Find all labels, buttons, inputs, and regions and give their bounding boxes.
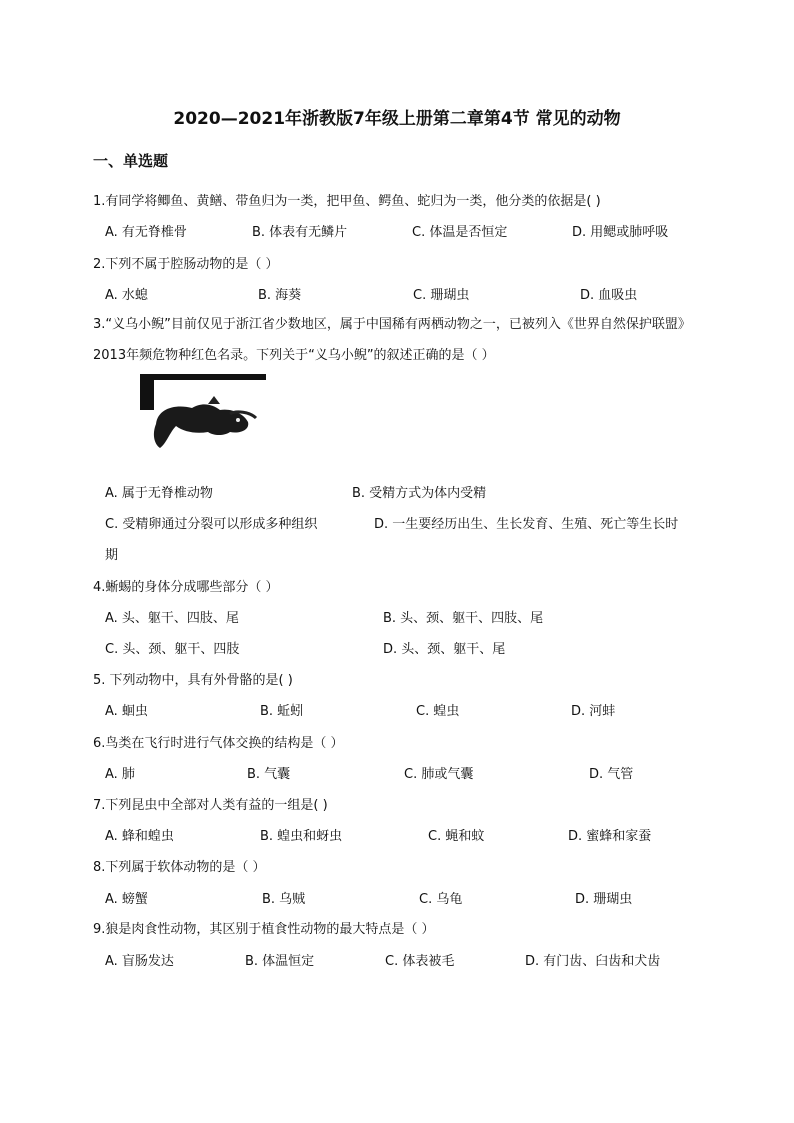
question-9-option-a[interactable]: A. 盲肠发达 xyxy=(105,954,174,969)
question-8-option-a[interactable]: A. 螃蟹 xyxy=(105,892,148,907)
question-1-option-a[interactable]: A. 有无脊椎骨 xyxy=(105,225,187,240)
question-5-option-c[interactable]: C. 蝗虫 xyxy=(416,704,460,719)
question-7-option-a[interactable]: A. 蜂和蝗虫 xyxy=(105,829,174,844)
question-2-option-d[interactable]: D. 血吸虫 xyxy=(580,288,638,303)
question-8-option-d[interactable]: D. 珊瑚虫 xyxy=(575,892,633,907)
question-4-option-b[interactable]: B. 头、颈、躯干、四肢、尾 xyxy=(383,611,544,626)
question-1-option-b[interactable]: B. 体表有无鳞片 xyxy=(252,225,348,240)
question-4-option-c[interactable]: C. 头、颈、躯干、四肢 xyxy=(105,642,240,657)
question-4-stem: 4.蜥蜴的身体分成哪些部分（ ） xyxy=(93,580,279,595)
question-3-option-d[interactable]: D. 一生要经历出生、生长发育、生殖、死亡等生长时 xyxy=(374,517,679,532)
section-heading: 一、单选题 xyxy=(93,152,169,170)
question-9-option-d[interactable]: D. 有门齿、臼齿和犬齿 xyxy=(525,954,661,969)
question-5-option-b[interactable]: B. 蚯蚓 xyxy=(260,704,304,719)
question-3-option-b[interactable]: B. 受精方式为体内受精 xyxy=(352,486,487,501)
question-7-option-c[interactable]: C. 蝇和蚊 xyxy=(428,829,485,844)
question-8-stem: 8.下列属于软体动物的是（ ） xyxy=(93,860,266,875)
page-title: 2020—2021年浙教版7年级上册第二章第4节 常见的动物 xyxy=(173,109,621,129)
question-1-option-c[interactable]: C. 体温是否恒定 xyxy=(412,225,508,240)
question-7-option-d[interactable]: D. 蜜蜂和家蚕 xyxy=(568,829,652,844)
question-3-stem: 3.“义乌小鲵”目前仅见于浙江省少数地区，属于中国稀有两栖动物之一，已被列入《世界自然保护联盟》2013年频危物种红色名录。下列关于“义乌小鲵”的叙述正确的是（ ） xyxy=(93,317,691,363)
question-4-option-d[interactable]: D. 头、颈、躯干、尾 xyxy=(383,642,506,657)
question-2-stem: 2.下列不属于腔肠动物的是（ ） xyxy=(93,257,279,272)
question-9-option-b[interactable]: B. 体温恒定 xyxy=(245,954,315,969)
question-3-option-d-continuation: 期 xyxy=(105,548,119,563)
question-2-option-b[interactable]: B. 海葵 xyxy=(258,288,302,303)
question-2-option-a[interactable]: A. 水螅 xyxy=(105,288,148,303)
question-9-option-c[interactable]: C. 体表被毛 xyxy=(385,954,455,969)
question-6-option-c[interactable]: C. 肺或气囊 xyxy=(404,767,474,782)
question-8-option-c[interactable]: C. 乌龟 xyxy=(419,892,463,907)
question-3-option-c[interactable]: C. 受精卵通过分裂可以形成多种组织 xyxy=(105,517,318,532)
question-5-option-a[interactable]: A. 蛔虫 xyxy=(105,704,148,719)
question-6-option-b[interactable]: B. 气囊 xyxy=(247,767,291,782)
question-1-stem: 1.有同学将鲫鱼、黄鳝、带鱼归为一类，把甲鱼、鳄鱼、蛇归为一类，他分类的依据是( ) xyxy=(93,194,601,209)
question-6-option-a[interactable]: A. 肺 xyxy=(105,767,135,782)
salamander-image xyxy=(140,374,266,456)
question-7-stem: 7.下列昆虫中全部对人类有益的一组是( ) xyxy=(93,798,328,813)
question-5-option-d[interactable]: D. 河蚌 xyxy=(571,704,616,719)
question-1-option-d[interactable]: D. 用鳃或肺呼吸 xyxy=(572,225,669,240)
question-2-option-c[interactable]: C. 珊瑚虫 xyxy=(413,288,470,303)
question-3-option-a[interactable]: A. 属于无脊椎动物 xyxy=(105,486,213,501)
question-4-option-a[interactable]: A. 头、躯干、四肢、尾 xyxy=(105,611,239,626)
question-8-option-b[interactable]: B. 乌贼 xyxy=(262,892,306,907)
question-5-stem: 5. 下列动物中，具有外骨骼的是( ) xyxy=(93,673,293,688)
question-7-option-b[interactable]: B. 蝗虫和蚜虫 xyxy=(260,829,343,844)
question-6-stem: 6.鸟类在飞行时进行气体交换的结构是（ ） xyxy=(93,736,344,751)
question-6-option-d[interactable]: D. 气管 xyxy=(589,767,634,782)
question-9-stem: 9.狼是肉食性动物，其区别于植食性动物的最大特点是（ ） xyxy=(93,922,435,937)
